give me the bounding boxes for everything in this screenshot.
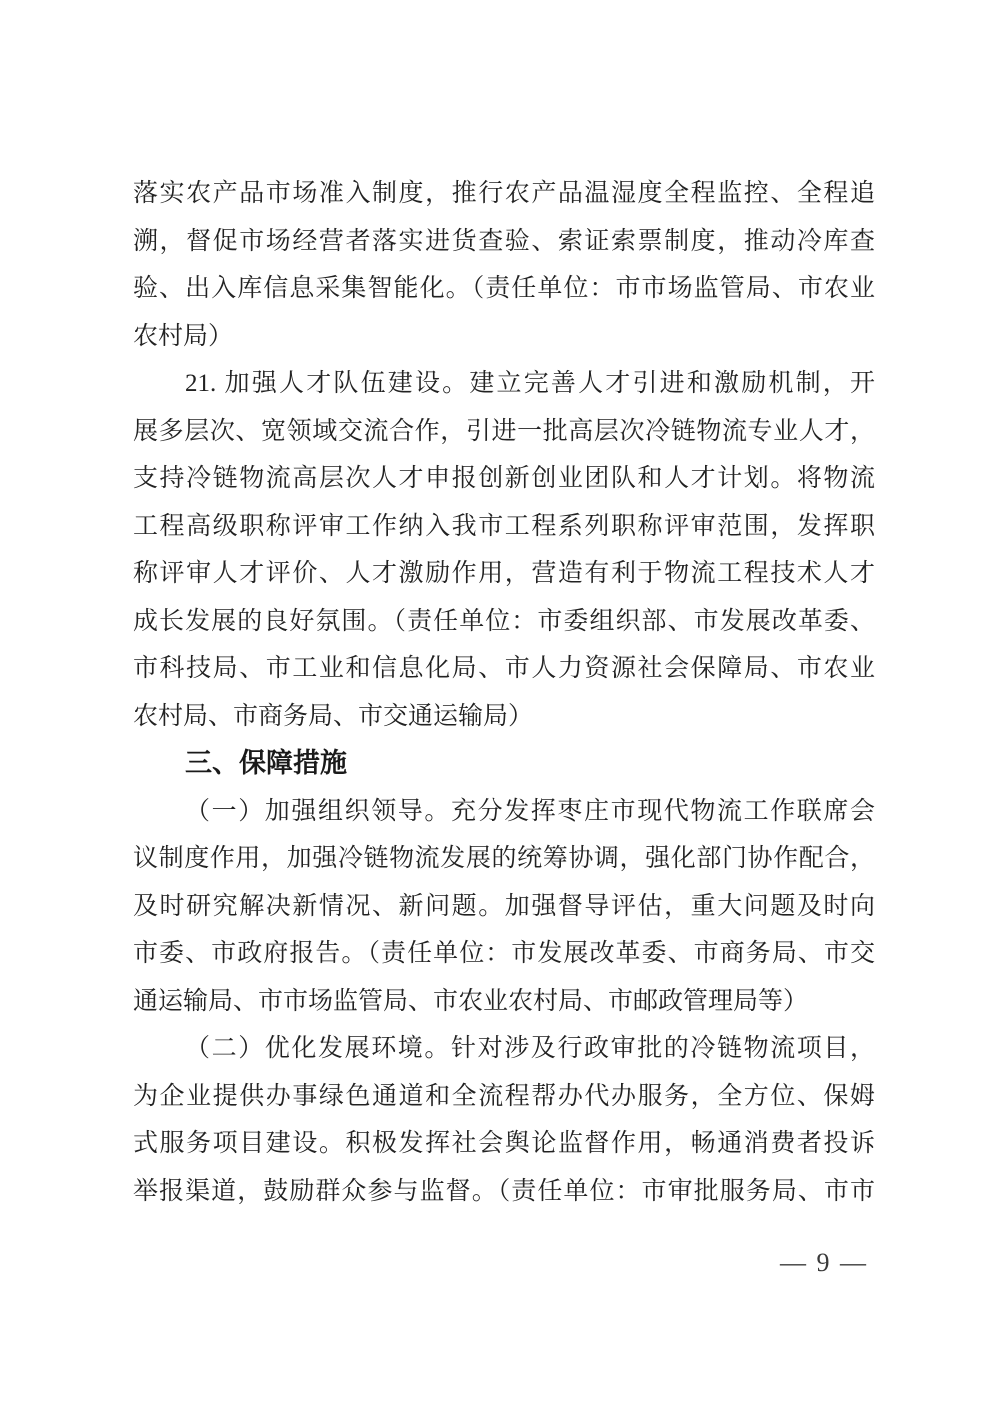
text-line: 农村局、市商务局、市交通运输局） — [133, 702, 534, 730]
text-line: 议制度作用，加强冷链物流发展的统筹协调，强化部门协作配合， — [133, 845, 875, 872]
text-line: 称评审人才评价、人才激励作用，营造有利于物流工程技术人才 — [133, 560, 875, 587]
text-line: （一）加强组织领导。充分发挥枣庄市现代物流工作联席会 — [185, 797, 875, 825]
text-line: 落实农产品市场准入制度，推行农产品温湿度全程监控、全程追 — [133, 180, 875, 207]
text-line: 市委、市政府报告。（责任单位：市发展改革委、市商务局、市交 — [133, 940, 875, 967]
document-body — [133, 170, 875, 1215]
text-line: 展多层次、宽领域交流合作，引进一批高层次冷链物流专业人才， — [133, 417, 875, 445]
text-line: 21. 加强人才队伍建设。建立完善人才引进和激励机制，开 — [185, 370, 875, 397]
text-line: 举报渠道，鼓励群众参与监督。（责任单位：市审批服务局、市市 — [133, 1177, 875, 1205]
text-line: 通运输局、市市场监管局、市农业农村局、市邮政管理局等） — [133, 987, 809, 1015]
text-line: 工程高级职称评审工作纳入我市工程系列职称评审范围，发挥职 — [133, 512, 875, 540]
text-line: 成长发展的良好氛围。（责任单位：市委组织部、市发展改革委、 — [133, 607, 875, 635]
text-line: 验、出入库信息采集智能化。（责任单位：市市场监管局、市农业 — [133, 275, 875, 302]
page-footer — [0, 1248, 1000, 1278]
section-heading: 三、保障措施 — [185, 748, 347, 778]
text-line: 市科技局、市工业和信息化局、市人力资源社会保障局、市农业 — [133, 655, 875, 682]
text-line: 农村局） — [133, 322, 234, 350]
text-line: 及时研究解决新情况、新问题。加强督导评估，重大问题及时向 — [133, 892, 875, 920]
text-line: 溯，督促市场经营者落实进货查验、索证索票制度，推动冷库查 — [133, 227, 875, 255]
text-line: 支持冷链物流高层次人才申报创新创业团队和人才计划。将物流 — [133, 465, 875, 492]
text-line: 为企业提供办事绿色通道和全流程帮办代办服务，全方位、保姆 — [133, 1082, 875, 1110]
text-line: 式服务项目建设。积极发挥社会舆论监督作用，畅通消费者投诉 — [133, 1130, 875, 1157]
page-number: — 9 — — [780, 1248, 868, 1277]
text-line: （二）优化发展环境。针对涉及行政审批的冷链物流项目， — [185, 1035, 875, 1062]
